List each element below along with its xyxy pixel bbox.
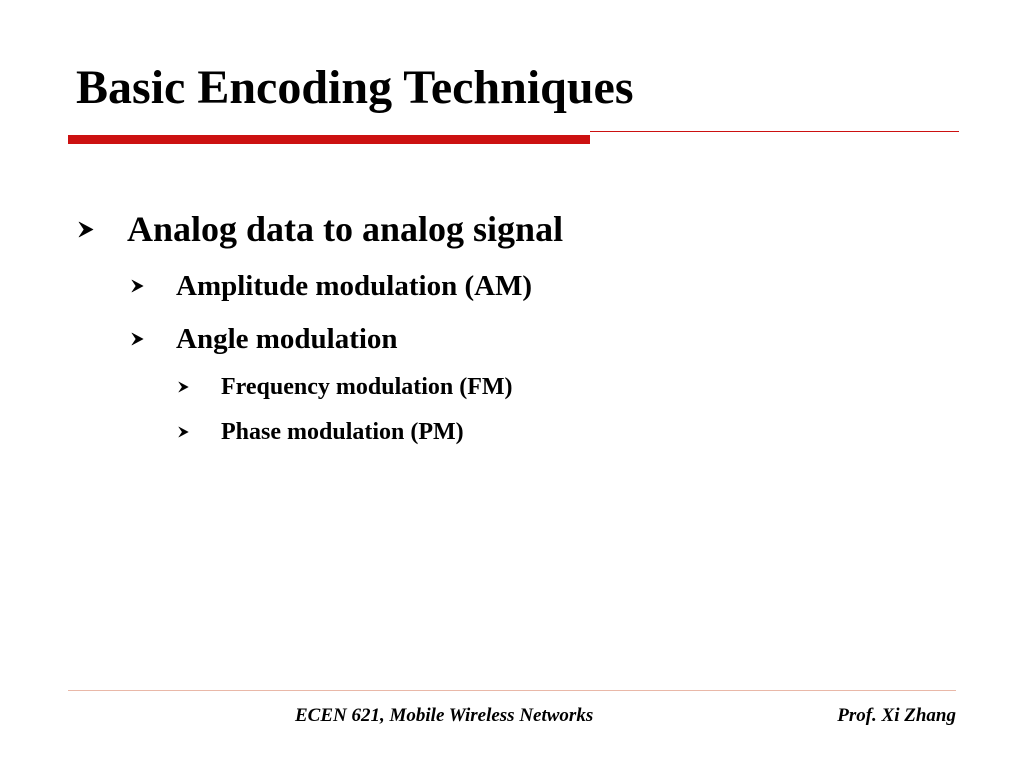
arrowhead-bullet-icon xyxy=(178,426,221,438)
bullet-angle-modulation xyxy=(131,320,398,358)
arrowhead-bullet-icon xyxy=(131,332,176,346)
bullet-amplitude-modulation xyxy=(131,267,532,305)
bullet-text: Amplitude modulation (AM) xyxy=(176,269,533,302)
bullet-text: Phase modulation (PM) xyxy=(221,418,464,445)
title-underline-thick xyxy=(68,135,590,144)
arrowhead-bullet-icon xyxy=(178,381,221,393)
bullet-analog-to-analog xyxy=(78,206,563,252)
bullet-frequency-modulation xyxy=(178,371,513,403)
bullet-text: Angle modulation xyxy=(176,322,398,355)
slide-title: Basic Encoding Techniques xyxy=(76,61,634,114)
footer-course: ECEN 621, Mobile Wireless Networks xyxy=(295,705,594,726)
footer-author: Prof. Xi Zhang xyxy=(837,705,956,726)
arrowhead-bullet-icon xyxy=(131,279,176,293)
title-underline-thin xyxy=(590,131,959,132)
bullet-text: Analog data to analog signal xyxy=(127,209,564,249)
footer-divider xyxy=(68,690,956,691)
bullet-text: Frequency modulation (FM) xyxy=(221,373,513,400)
arrowhead-bullet-icon xyxy=(78,221,127,238)
bullet-phase-modulation xyxy=(178,416,464,448)
